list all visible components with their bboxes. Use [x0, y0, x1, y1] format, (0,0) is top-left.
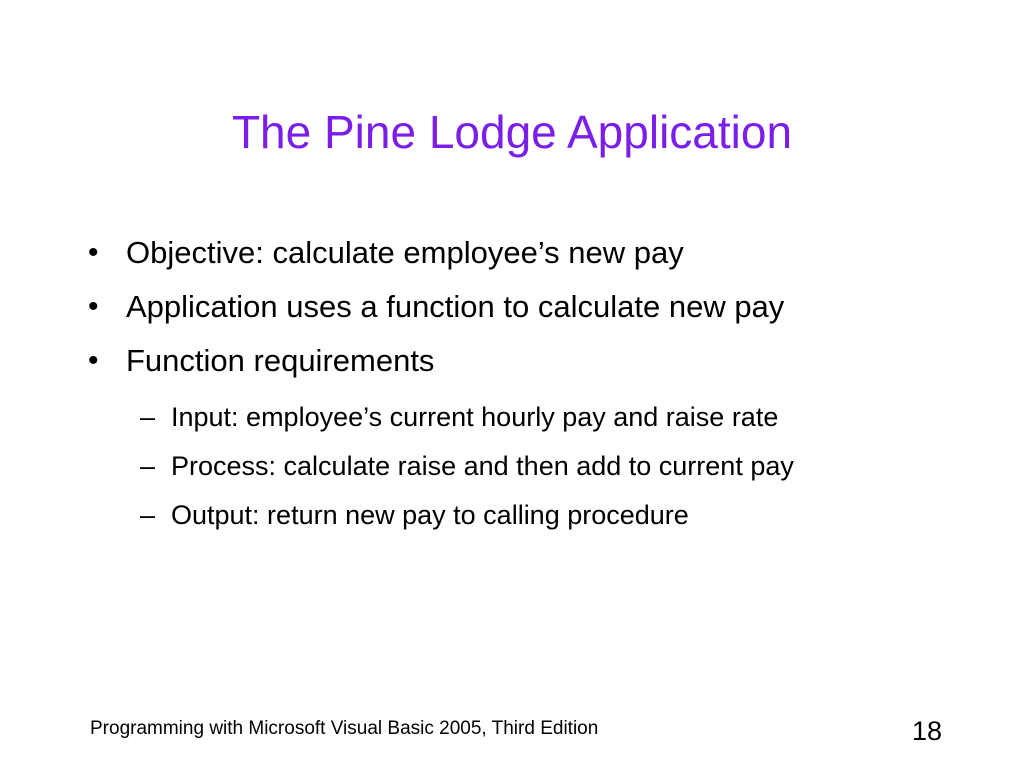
bullet-text: Function requirements: [126, 343, 435, 378]
sub-bullet-marker: –: [140, 500, 156, 530]
slide-title: The Pine Lodge Application: [231, 106, 793, 158]
sub-bullet-item: [0, 491, 1024, 540]
sub-bullet-text: Process: calculate raise and then add to current pay: [171, 451, 794, 481]
sub-bullet-text: Input: employee’s current hourly pay and raise rate: [171, 402, 779, 432]
sub-bullet-marker: –: [140, 451, 156, 481]
bullet-list: [0, 226, 1024, 540]
slide-footer: Programming with Microsoft Visual Basic 2005, Third Edition: [90, 718, 599, 739]
bullet-text: Objective: calculate employee’s new pay: [126, 235, 684, 270]
bullet-marker: •: [88, 236, 99, 269]
sub-bullet-text: Output: return new pay to calling procedure: [171, 500, 689, 530]
sub-bullet-marker: –: [140, 402, 156, 432]
bullet-text: Application uses a function to calculate new pay: [126, 289, 785, 324]
sub-bullet-item: [0, 442, 1024, 491]
bullet-item: [0, 226, 1024, 280]
sub-bullet-item: [0, 393, 1024, 442]
bullet-marker: •: [88, 290, 99, 323]
bullet-item: [0, 334, 1024, 388]
bullet-item: [0, 280, 1024, 334]
page-number: 18: [911, 716, 942, 746]
bullet-marker: •: [88, 344, 99, 377]
